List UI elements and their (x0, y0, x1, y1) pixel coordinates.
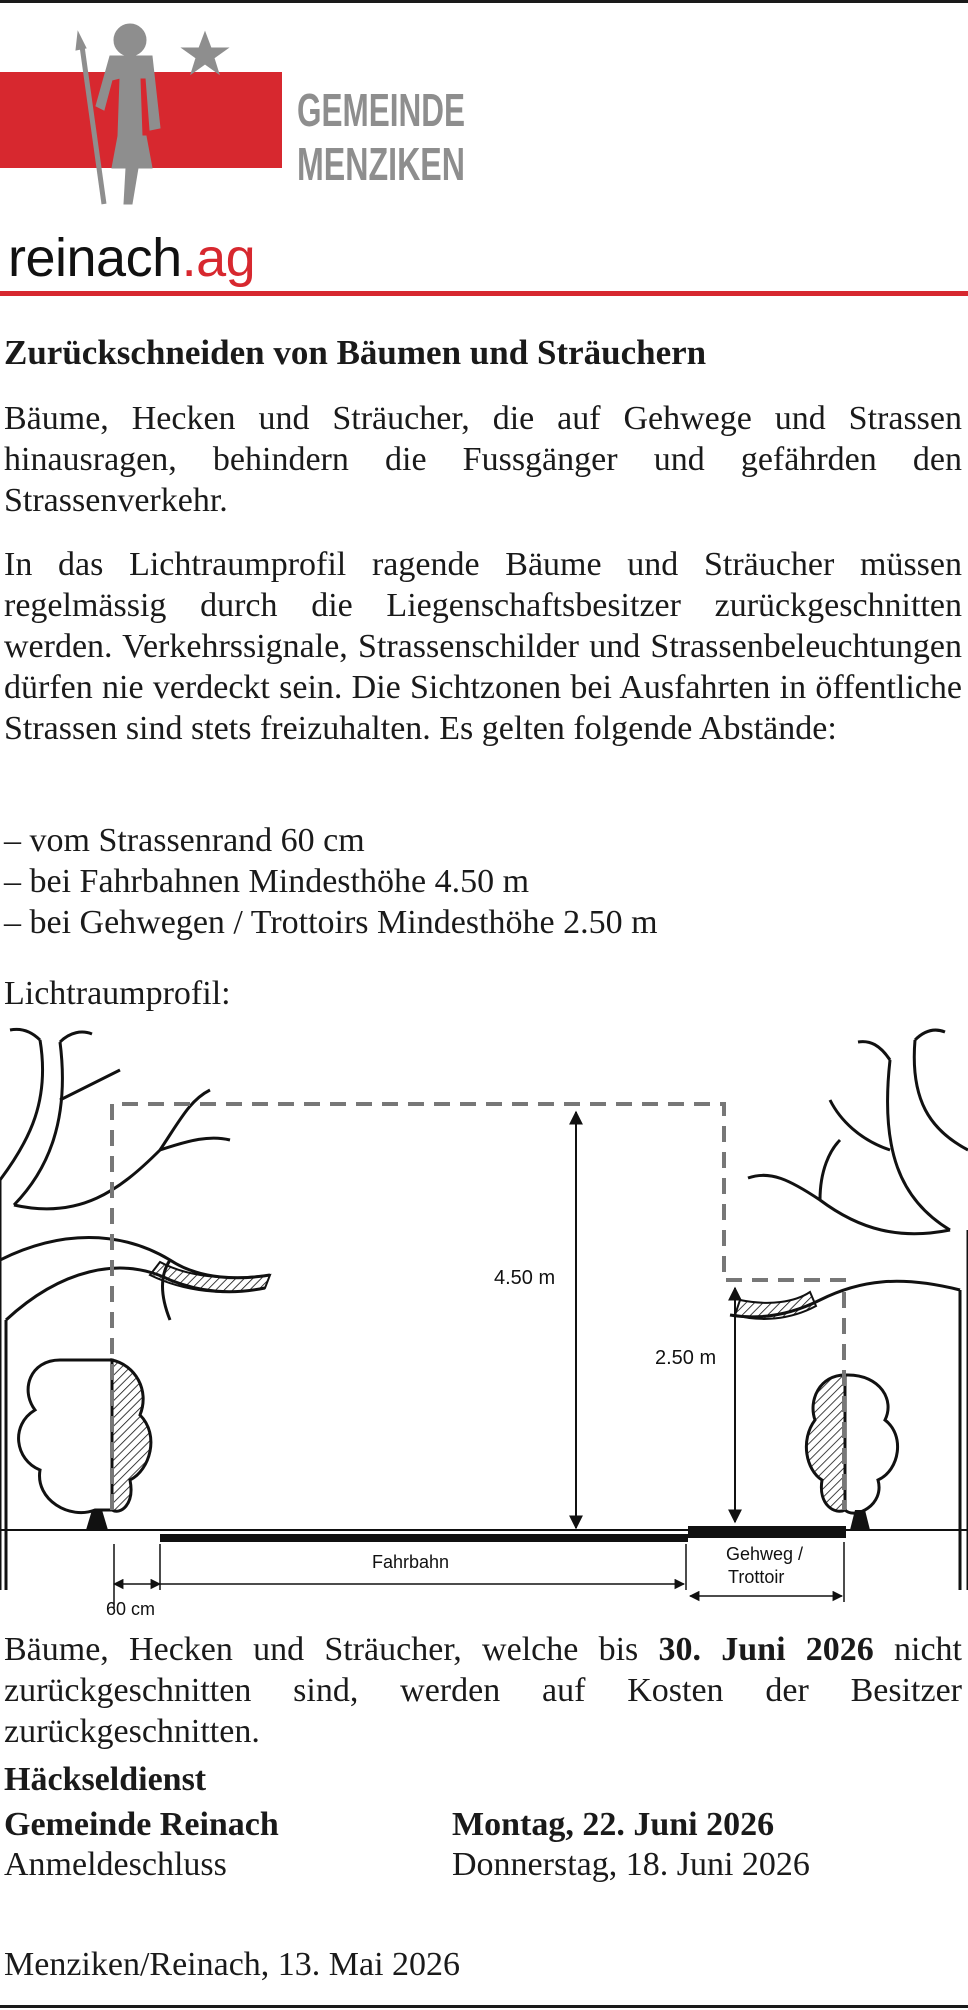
paragraph-deadline (4, 1629, 962, 1752)
label-height-road: 4.50 m (494, 1267, 556, 1289)
clearance-profile-diagram (0, 1030, 968, 1620)
list-item: – bei Gehwegen / Trottoirs Mindesthöhe 2.50 m (4, 904, 658, 941)
left-bush (19, 1360, 151, 1530)
left-tree (0, 1029, 270, 1590)
road-surface (160, 1534, 688, 1542)
label-sidewalk-line2: Trottoir (728, 1567, 785, 1587)
signature-line: Menziken/Reinach, 13. Mai 2026 (4, 1946, 461, 1983)
paragraph-obligation: In das Lichtraumprofil ragende Bäume und Sträucher müssen regelmässig durch die Liegenschaftsbesitzer zurückgeschnitten werden. Verkehrssignale, Strassenschilder und Strassenbeleuchtungen dürfen nie verdeckt sein. Die Sichtzonen bei Ausfahrten in öffentliche Strassen sind stets freizuhalten. Es gelten folgende Abstände: (4, 546, 962, 747)
list-item: – bei Fahrbahnen Mindesthöhe 4.50 m (4, 863, 530, 900)
top-rule (0, 0, 968, 3)
red-divider (0, 291, 968, 296)
chipping-heading: Häckseldienst (4, 1761, 207, 1798)
label-height-sidewalk: 2.50 m (655, 1347, 717, 1369)
deadline-text-before: Bäume, Hecken und Sträucher, welche bis (4, 1631, 659, 1668)
brand-part2: .ag (181, 228, 256, 288)
registration-deadline-date: Donnerstag, 18. Juni 2026 (452, 1846, 810, 1883)
municipality-label: Gemeinde Reinach (4, 1806, 279, 1843)
logo-text-line1: GEMEINDE (297, 84, 465, 136)
label-sidewalk-line1: Gehweg / (726, 1544, 804, 1564)
deadline-text-after: nicht zurückgeschnitten sind, werden auf Kosten der Besitzer zurückgeschnitten. (4, 1631, 962, 1750)
right-bush (806, 1375, 897, 1530)
list-item: – vom Strassenrand 60 cm (4, 822, 365, 859)
service-date: Montag, 22. Juni 2026 (452, 1806, 775, 1843)
registration-deadline-label: Anmeldeschluss (4, 1846, 227, 1883)
paragraph-intro: Bäume, Hecken und Sträucher, die auf Gehwege und Strassen hinausragen, behindern die Fussgänger und gefährden den Strassenverkehr. (4, 400, 962, 519)
sidewalk-surface (688, 1526, 846, 1538)
logo-text-line2: MENZIKEN (297, 138, 465, 190)
brand-part1: reinach (8, 228, 182, 288)
distance-list (4, 820, 658, 943)
bottom-rule (0, 2005, 968, 2008)
brand-wordmark (8, 228, 255, 288)
label-road: Fahrbahn (372, 1552, 450, 1572)
label-edge-distance: 60 cm (106, 1599, 156, 1619)
deadline-date: 30. Juni 2026 (658, 1631, 874, 1668)
profile-label: Lichtraumprofil: (4, 975, 231, 1012)
page-title: Zurückschneiden von Bäumen und Sträuchern (4, 333, 707, 372)
gemeinde-menziken-logo (0, 18, 470, 218)
